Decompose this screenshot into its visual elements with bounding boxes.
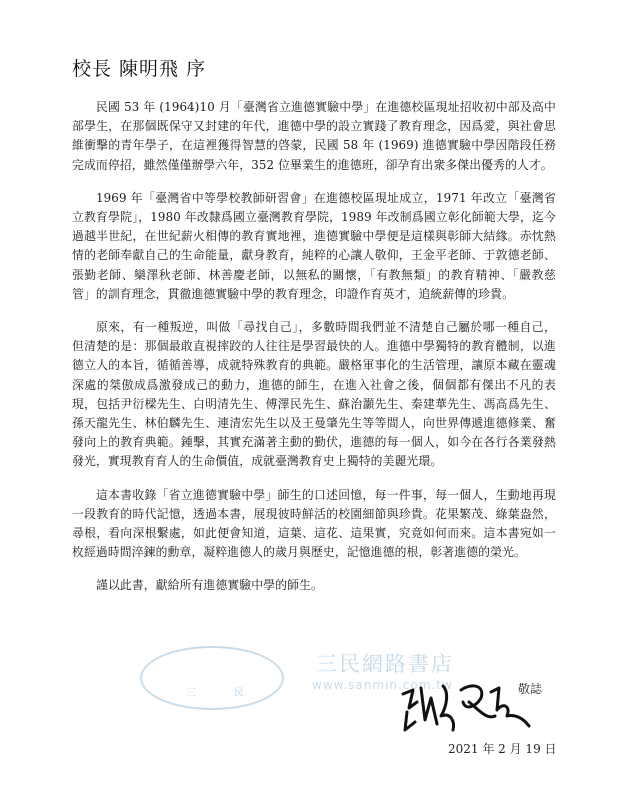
dedication-paragraph: 謹以此書，獻給所有進德實驗中學的師生。 xyxy=(96,578,323,593)
paragraph-1: 民國 53 年 (1964)10 月「臺灣省立進德實驗中學」在進德校區現址招收初中部及高中部學生，在那個既保守又封建的年代，進德中學的設立實踐了教育理念，因爲愛，與社會思維衝擊的青年學子，在這裡獲得智慧的啓蒙，民國 58 年 (1969) 進德實驗中學因階段任務完成而停招，雖然僅僅辦學六年，352 位畢業生的進德班，卻孕育出衆多傑出優秀的人才。 xyxy=(72,100,556,172)
watermark-url: www.sanmin.com.tw xyxy=(312,678,453,692)
watermark-logo-icon xyxy=(140,646,284,710)
page-title: 校長 陳明飛 序 xyxy=(72,58,207,80)
date-line: 2021 年 2 月 19 日 xyxy=(448,742,557,756)
sign-note: 敬誌 xyxy=(518,682,543,696)
paragraph-4: 這本書收錄「省立進德實驗中學」師生的口述回憶，每一件事，每一個人，生動地再現一段教育的時代記憶，透過本書，展現彼時鮮活的校園細節與珍貴。花果繁茂、綠葉盎然，尋根，看向深根繫處，如此便會知道，這葉、這花、這果實，究竟如何而來。這本書宛如一枚經過時間淬鍊的勳章，凝粹進德人的歲月與歷史，記憶進德的根，彰著進德的榮光。 xyxy=(72,487,556,560)
watermark-char-right: 民 xyxy=(234,688,244,699)
paragraph-2: 1969 年「臺灣省中等學校教師研習會」在進德校區現址成立，1971 年改立「臺灣省立教育學院」，1980 年改隸爲國立臺灣教育學院，1989 年改制爲國立彰化師範大學，迄今過越半世紀，在世紀薪火相傳的教育實地裡，進德實驗中學便是這樣與彰師大結緣。赤忱熱情的老師奉獻自己的生命能量，獻身教育，純粹的心讓人敬仰，王金平老師、于敦德老師、張勤老師、欒澤秋老師、林善慶老師，以無私的關懷，「有教無類」的教育精神、「嚴教慈管」的訓育理念，貫徹進德實驗中學的教育理念，印證作育英才，追統薪傳的珍貴。 xyxy=(72,190,556,301)
handwritten-signature-icon xyxy=(395,672,535,742)
preface-body xyxy=(72,98,556,610)
watermark-brand: 三民網路書店 xyxy=(316,652,454,676)
watermark-char-left: 三 xyxy=(186,688,196,699)
paragraph-3: 原來，有一種叛逆，叫做「尋找自己」，多數時間我們並不清楚自己屬於哪一種自己，但清楚的是：那個最敢直視摔跤的人往往是學習最快的人。進德中學獨特的教育體制，以進德立人的本旨，循循善導，成就特殊教育的典範。嚴格軍事化的生活管理，讓原本藏在靈魂深處的桀傲成爲激發成己的動力，進德的師生，在進入社會之後，個個都有傑出不凡的表現，包括尹衍樑先生、白明清先生、傅澤民先生、蘇治灝先生、秦建華先生、馮高爲先生、孫天龍先生、林伯麟先生、連清宏先生以及王曼肇先生等等間人，向世界傳遞進德修業、奮發向上的教育典範。鍾擊，其實充滿著主動的勤伏，進德的每一個人，如今在各行各業發熱發光，實現教育育人的生命價值，成就臺灣教育史上獨特的美麗光環。 xyxy=(72,320,556,469)
